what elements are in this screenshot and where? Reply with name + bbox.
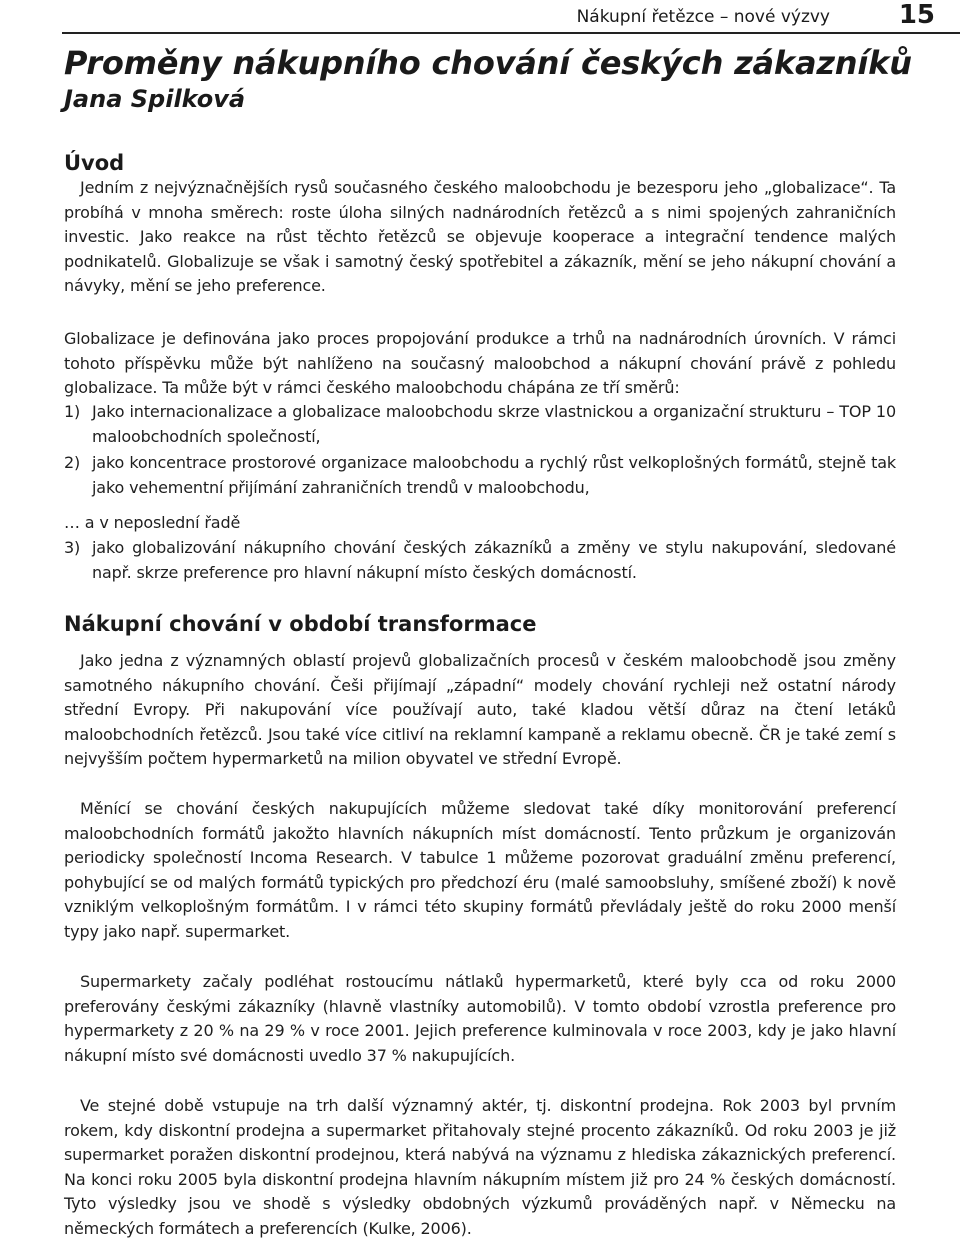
ellipsis-line: … a v neposlední řadě: [64, 513, 241, 532]
section2-paragraph-2: Měnící se chování českých nakupujících můžeme sledovat také díky monitorování preferencí maloobchodních formátů jakožto hlavních nákupních míst domácností. Tento průzkum je organizován periodicky společností Incoma Research. V tabulce 1 můžeme pozorovat graduální změnu preferencí, pohybující se od malých formátů typických pro předchozí éru (malé samoobsluhy, smíšené zboží) k nově vzniklým velkoplošným formátům. I v rámci této skupiny formátů převládaly ještě do roku 2000 menší typy jako např. supermarket.: [64, 799, 896, 941]
header-divider: [62, 32, 960, 34]
section2-paragraph-1: Jako jedna z významných oblastí projevů globalizačních procesů v českém maloobchodě jsou změny samotného nákupního chování. Češi přijímají „západní“ modely chování rychleji než ostatní národy střední Evropy. Při nakupování více používají auto, také kladou větší důraz na čtení letáků maloobchodních řetězců. Jsou také více citliví na reklamní kampaně a reklamu obecně. ČR je také zemí s nejvyšším počtem hypermarketů na milion obyvatel ve střední Evropě.: [64, 651, 896, 768]
list-item-text: jako globalizování nákupního chování českých zákazníků a změny ve stylu nakupování, sledované např. skrze preference pro hlavní nákupní místo českých domácností.: [92, 538, 896, 582]
list-item-3: [64, 536, 896, 585]
list-number: 2): [64, 453, 81, 472]
section-heading-intro: Úvod: [64, 151, 125, 175]
section-heading-transformation: Nákupní chování v období transformace: [64, 612, 537, 636]
page-number: 15: [898, 0, 935, 30]
list-item-2: [64, 451, 896, 500]
list-number: 1): [64, 402, 81, 421]
section2-paragraph-3: Supermarkety začaly podléhat rostoucímu nátlaků hypermarketů, které byly cca od roku 2000 preferovány českými zákazníky (hlavně vlastníky automobilů). V tomto období vzrostla preference pro hypermarkety z 20 % na 29 % v roce 2001. Jejich preference kulminovala v roce 2003, kdy je jako hlavní nákupní místo své domácnosti uvedlo 37 % nakupujících.: [64, 972, 896, 1065]
list-item-text: jako koncentrace prostorové organizace maloobchodu a rychlý růst velkoplošných formátů, stejně tak jako vehementní přijímání zahraničních trendů v maloobchodu,: [92, 453, 896, 497]
intro-paragraph-1: Jedním z nejvýznačnějších rysů současného českého maloobchodu je bezesporu jeho „globalizace“. Ta probíhá v mnoha směrech: roste úloha silných nadnárodních řetězců a s nimi spojených zahraničních investic. Jako reakce na růst těchto řetězců se objevuje kooperace a integrační tendence malých podnikatelů. Globalizuje se však i samotný český spotřebitel a zákazník, mění se jeho nákupní chování a návyky, mění se jeho preference.: [64, 178, 896, 295]
running-header: Nákupní řetězce – nové výzvy: [576, 7, 830, 27]
list-item-1: [64, 400, 896, 449]
article-title: Proměny nákupního chování českých zákazníků: [64, 44, 912, 82]
list-number: 3): [64, 538, 81, 557]
list-item-text: Jako internacionalizace a globalizace maloobchodu skrze vlastnickou a organizační strukturu – TOP 10 maloobchodních společností,: [92, 402, 896, 446]
section2-paragraph-4: Ve stejné době vstupuje na trh další významný aktér, tj. diskontní prodejna. Rok 2003 byl prvním rokem, kdy diskontní prodejna a supermarket přitahovaly stejné procento zákazníků. Od roku 2003 je již supermarket poražen diskontní prodejnou, která nabývá na významu z hlediska zákaznických preferencí. Na konci roku 2005 byla diskontní prodejna hlavním nákupním místem již pro 24 % českých domácností. Tyto výsledky jsou ve shodě s výsledky obdobných výzkumů prováděných např. v Německu na německých formátech a preferencích (Kulke, 2006).: [64, 1096, 896, 1238]
article-author: Jana Spilková: [64, 85, 246, 113]
intro-paragraph-2: Globalizace je definována jako proces propojování produkce a trhů na nadnárodních úrovních. V rámci tohoto příspěvku může být nahlíženo na současný maloobchod a nákupní chování právě z pohledu globalizace. Ta může být v rámci českého maloobchodu chápána ze tří směrů:: [64, 329, 896, 397]
